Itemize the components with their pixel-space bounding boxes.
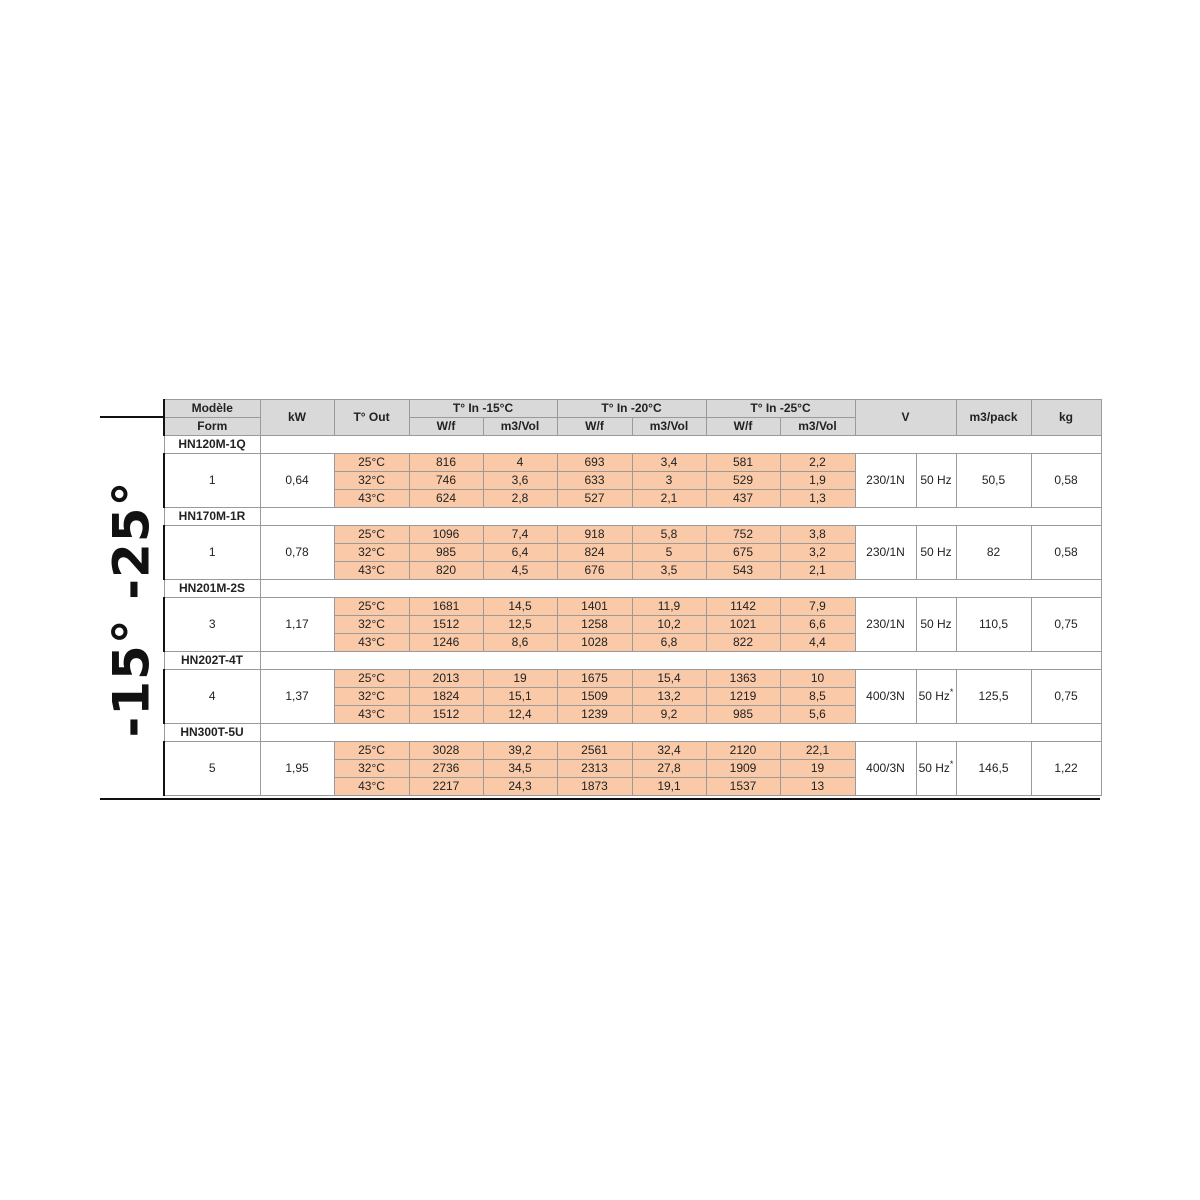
header-wf-25: W/f bbox=[706, 418, 780, 436]
header-t-in-20: T° In -20°C bbox=[557, 400, 706, 418]
m3vol-15-cell: 34,5 bbox=[483, 760, 557, 778]
t-out-cell: 43°C bbox=[334, 706, 409, 724]
m3vol-25-cell: 1,3 bbox=[780, 490, 855, 508]
wf-20-cell: 1675 bbox=[557, 670, 632, 688]
bottom-rule bbox=[100, 798, 1100, 800]
m3vol-20-cell: 5,8 bbox=[632, 526, 706, 544]
m3vol-20-cell: 11,9 bbox=[632, 598, 706, 616]
m3vol-15-cell: 39,2 bbox=[483, 742, 557, 760]
voltage-cell: 400/3N bbox=[855, 742, 916, 796]
header-kw: kW bbox=[260, 400, 334, 436]
m3vol-25-cell: 19 bbox=[780, 760, 855, 778]
wf-25-cell: 752 bbox=[706, 526, 780, 544]
m3vol-20-cell: 27,8 bbox=[632, 760, 706, 778]
m3vol-20-cell: 3,5 bbox=[632, 562, 706, 580]
m3vol-20-cell: 15,4 bbox=[632, 670, 706, 688]
wf-15-cell: 1246 bbox=[409, 634, 483, 652]
header-kg: kg bbox=[1031, 400, 1101, 436]
m3vol-15-cell: 2,8 bbox=[483, 490, 557, 508]
m3vol-20-cell: 10,2 bbox=[632, 616, 706, 634]
wf-20-cell: 1401 bbox=[557, 598, 632, 616]
t-out-cell: 32°C bbox=[334, 616, 409, 634]
form-cell: 3 bbox=[164, 598, 260, 652]
header-m3vol-15: m3/Vol bbox=[483, 418, 557, 436]
wf-25-cell: 437 bbox=[706, 490, 780, 508]
wf-20-cell: 1873 bbox=[557, 778, 632, 796]
kg-cell: 0,58 bbox=[1031, 526, 1101, 580]
wf-25-cell: 822 bbox=[706, 634, 780, 652]
model-name: HN202T-4T bbox=[164, 652, 260, 670]
frequency-cell bbox=[916, 598, 956, 652]
wf-20-cell: 693 bbox=[557, 454, 632, 472]
m3-pack-cell: 125,5 bbox=[956, 670, 1031, 724]
frequency-value: 50 Hz bbox=[920, 545, 952, 559]
m3vol-15-cell: 24,3 bbox=[483, 778, 557, 796]
model-name: HN300T-5U bbox=[164, 724, 260, 742]
form-cell: 1 bbox=[164, 526, 260, 580]
m3vol-20-cell: 5 bbox=[632, 544, 706, 562]
model-name-row bbox=[164, 652, 1101, 670]
m3vol-15-cell: 19 bbox=[483, 670, 557, 688]
kg-cell: 0,58 bbox=[1031, 454, 1101, 508]
wf-15-cell: 1512 bbox=[409, 616, 483, 634]
m3vol-15-cell: 14,5 bbox=[483, 598, 557, 616]
wf-15-cell: 820 bbox=[409, 562, 483, 580]
t-out-cell: 43°C bbox=[334, 562, 409, 580]
m3vol-15-cell: 8,6 bbox=[483, 634, 557, 652]
wf-20-cell: 527 bbox=[557, 490, 632, 508]
m3vol-25-cell: 8,5 bbox=[780, 688, 855, 706]
wf-15-cell: 1512 bbox=[409, 706, 483, 724]
wf-15-cell: 3028 bbox=[409, 742, 483, 760]
wf-25-cell: 1363 bbox=[706, 670, 780, 688]
wf-15-cell: 2736 bbox=[409, 760, 483, 778]
m3vol-15-cell: 12,4 bbox=[483, 706, 557, 724]
header-m3vol-25: m3/Vol bbox=[780, 418, 855, 436]
m3vol-20-cell: 13,2 bbox=[632, 688, 706, 706]
frequency-cell bbox=[916, 526, 956, 580]
wf-25-cell: 1909 bbox=[706, 760, 780, 778]
wf-20-cell: 824 bbox=[557, 544, 632, 562]
wf-15-cell: 2217 bbox=[409, 778, 483, 796]
m3vol-25-cell: 3,2 bbox=[780, 544, 855, 562]
m3vol-25-cell: 4,4 bbox=[780, 634, 855, 652]
m3vol-25-cell: 10 bbox=[780, 670, 855, 688]
m3vol-25-cell: 7,9 bbox=[780, 598, 855, 616]
temperature-range-text: -15° -25° bbox=[102, 479, 161, 738]
table-row bbox=[164, 598, 1101, 616]
model-name-row bbox=[164, 508, 1101, 526]
m3vol-25-cell: 3,8 bbox=[780, 526, 855, 544]
m3vol-20-cell: 3,4 bbox=[632, 454, 706, 472]
header-form: Form bbox=[164, 418, 260, 436]
t-out-cell: 43°C bbox=[334, 778, 409, 796]
kg-cell: 1,22 bbox=[1031, 742, 1101, 796]
m3vol-15-cell: 7,4 bbox=[483, 526, 557, 544]
t-out-cell: 32°C bbox=[334, 472, 409, 490]
table-row bbox=[164, 526, 1101, 544]
frequency-footnote-mark: * bbox=[949, 759, 954, 769]
t-out-cell: 25°C bbox=[334, 598, 409, 616]
header-t-in-15: T° In -15°C bbox=[409, 400, 557, 418]
wf-25-cell: 1142 bbox=[706, 598, 780, 616]
kw-cell: 0,64 bbox=[260, 454, 334, 508]
m3vol-25-cell: 2,2 bbox=[780, 454, 855, 472]
wf-25-cell: 1537 bbox=[706, 778, 780, 796]
t-out-cell: 32°C bbox=[334, 760, 409, 778]
wf-15-cell: 2013 bbox=[409, 670, 483, 688]
wf-25-cell: 675 bbox=[706, 544, 780, 562]
wf-20-cell: 1509 bbox=[557, 688, 632, 706]
t-out-cell: 25°C bbox=[334, 526, 409, 544]
wf-15-cell: 1096 bbox=[409, 526, 483, 544]
spec-table bbox=[163, 399, 1102, 796]
model-name-spacer bbox=[260, 436, 1101, 454]
frequency-value: 50 Hz bbox=[918, 761, 950, 775]
voltage-cell: 230/1N bbox=[855, 526, 916, 580]
header-wf-20: W/f bbox=[557, 418, 632, 436]
kw-cell: 0,78 bbox=[260, 526, 334, 580]
model-name-spacer bbox=[260, 724, 1101, 742]
m3vol-25-cell: 6,6 bbox=[780, 616, 855, 634]
kg-cell: 0,75 bbox=[1031, 670, 1101, 724]
m3-pack-cell: 82 bbox=[956, 526, 1031, 580]
model-name: HN170M-1R bbox=[164, 508, 260, 526]
m3vol-25-cell: 13 bbox=[780, 778, 855, 796]
frequency-value: 50 Hz bbox=[918, 689, 950, 703]
wf-20-cell: 1258 bbox=[557, 616, 632, 634]
m3vol-15-cell: 4,5 bbox=[483, 562, 557, 580]
wf-15-cell: 816 bbox=[409, 454, 483, 472]
t-out-cell: 25°C bbox=[334, 454, 409, 472]
kw-cell: 1,95 bbox=[260, 742, 334, 796]
table-row bbox=[164, 742, 1101, 760]
m3-pack-cell: 146,5 bbox=[956, 742, 1031, 796]
m3vol-15-cell: 3,6 bbox=[483, 472, 557, 490]
model-name-spacer bbox=[260, 652, 1101, 670]
wf-25-cell: 543 bbox=[706, 562, 780, 580]
m3vol-20-cell: 32,4 bbox=[632, 742, 706, 760]
m3vol-25-cell: 22,1 bbox=[780, 742, 855, 760]
wf-15-cell: 1824 bbox=[409, 688, 483, 706]
wf-20-cell: 676 bbox=[557, 562, 632, 580]
wf-25-cell: 985 bbox=[706, 706, 780, 724]
m3-pack-cell: 110,5 bbox=[956, 598, 1031, 652]
t-out-cell: 32°C bbox=[334, 688, 409, 706]
model-name-row bbox=[164, 724, 1101, 742]
model-name-spacer bbox=[260, 508, 1101, 526]
wf-20-cell: 918 bbox=[557, 526, 632, 544]
header-t-in-25: T° In -25°C bbox=[706, 400, 855, 418]
wf-25-cell: 581 bbox=[706, 454, 780, 472]
form-cell: 4 bbox=[164, 670, 260, 724]
m3vol-20-cell: 2,1 bbox=[632, 490, 706, 508]
wf-25-cell: 1219 bbox=[706, 688, 780, 706]
wf-20-cell: 1028 bbox=[557, 634, 632, 652]
wf-25-cell: 1021 bbox=[706, 616, 780, 634]
kg-cell: 0,75 bbox=[1031, 598, 1101, 652]
m3vol-20-cell: 3 bbox=[632, 472, 706, 490]
table-row bbox=[164, 454, 1101, 472]
table-header bbox=[164, 400, 1101, 436]
voltage-cell: 230/1N bbox=[855, 598, 916, 652]
wf-20-cell: 633 bbox=[557, 472, 632, 490]
m3vol-15-cell: 6,4 bbox=[483, 544, 557, 562]
frequency-footnote-mark: * bbox=[949, 687, 954, 697]
t-out-cell: 32°C bbox=[334, 544, 409, 562]
wf-25-cell: 2120 bbox=[706, 742, 780, 760]
frequency-value: 50 Hz bbox=[920, 617, 952, 631]
wf-15-cell: 624 bbox=[409, 490, 483, 508]
frequency-cell bbox=[916, 670, 956, 724]
table-body bbox=[164, 436, 1101, 796]
header-m3-pack: m3/pack bbox=[956, 400, 1031, 436]
wf-20-cell: 1239 bbox=[557, 706, 632, 724]
voltage-cell: 230/1N bbox=[855, 454, 916, 508]
m3-pack-cell: 50,5 bbox=[956, 454, 1031, 508]
m3vol-25-cell: 2,1 bbox=[780, 562, 855, 580]
frequency-cell bbox=[916, 742, 956, 796]
wf-20-cell: 2313 bbox=[557, 760, 632, 778]
kw-cell: 1,17 bbox=[260, 598, 334, 652]
model-name-row bbox=[164, 436, 1101, 454]
wf-25-cell: 529 bbox=[706, 472, 780, 490]
model-name: HN120M-1Q bbox=[164, 436, 260, 454]
header-wf-15: W/f bbox=[409, 418, 483, 436]
table-row bbox=[164, 670, 1101, 688]
kw-cell: 1,37 bbox=[260, 670, 334, 724]
temperature-range-label bbox=[100, 418, 163, 799]
m3vol-25-cell: 5,6 bbox=[780, 706, 855, 724]
m3vol-20-cell: 9,2 bbox=[632, 706, 706, 724]
form-cell: 5 bbox=[164, 742, 260, 796]
m3vol-15-cell: 4 bbox=[483, 454, 557, 472]
model-name-spacer bbox=[260, 580, 1101, 598]
t-out-cell: 25°C bbox=[334, 670, 409, 688]
t-out-cell: 25°C bbox=[334, 742, 409, 760]
model-name-row bbox=[164, 580, 1101, 598]
t-out-cell: 43°C bbox=[334, 490, 409, 508]
wf-20-cell: 2561 bbox=[557, 742, 632, 760]
model-name: HN201M-2S bbox=[164, 580, 260, 598]
voltage-cell: 400/3N bbox=[855, 670, 916, 724]
m3vol-15-cell: 12,5 bbox=[483, 616, 557, 634]
header-voltage: V bbox=[855, 400, 956, 436]
m3vol-20-cell: 19,1 bbox=[632, 778, 706, 796]
wf-15-cell: 1681 bbox=[409, 598, 483, 616]
header-model: Modèle bbox=[164, 400, 260, 418]
t-out-cell: 43°C bbox=[334, 634, 409, 652]
header-m3vol-20: m3/Vol bbox=[632, 418, 706, 436]
wf-15-cell: 746 bbox=[409, 472, 483, 490]
header-t-out: T° Out bbox=[334, 400, 409, 436]
wf-15-cell: 985 bbox=[409, 544, 483, 562]
frequency-cell bbox=[916, 454, 956, 508]
m3vol-25-cell: 1,9 bbox=[780, 472, 855, 490]
form-cell: 1 bbox=[164, 454, 260, 508]
frequency-value: 50 Hz bbox=[920, 473, 952, 487]
m3vol-15-cell: 15,1 bbox=[483, 688, 557, 706]
m3vol-20-cell: 6,8 bbox=[632, 634, 706, 652]
